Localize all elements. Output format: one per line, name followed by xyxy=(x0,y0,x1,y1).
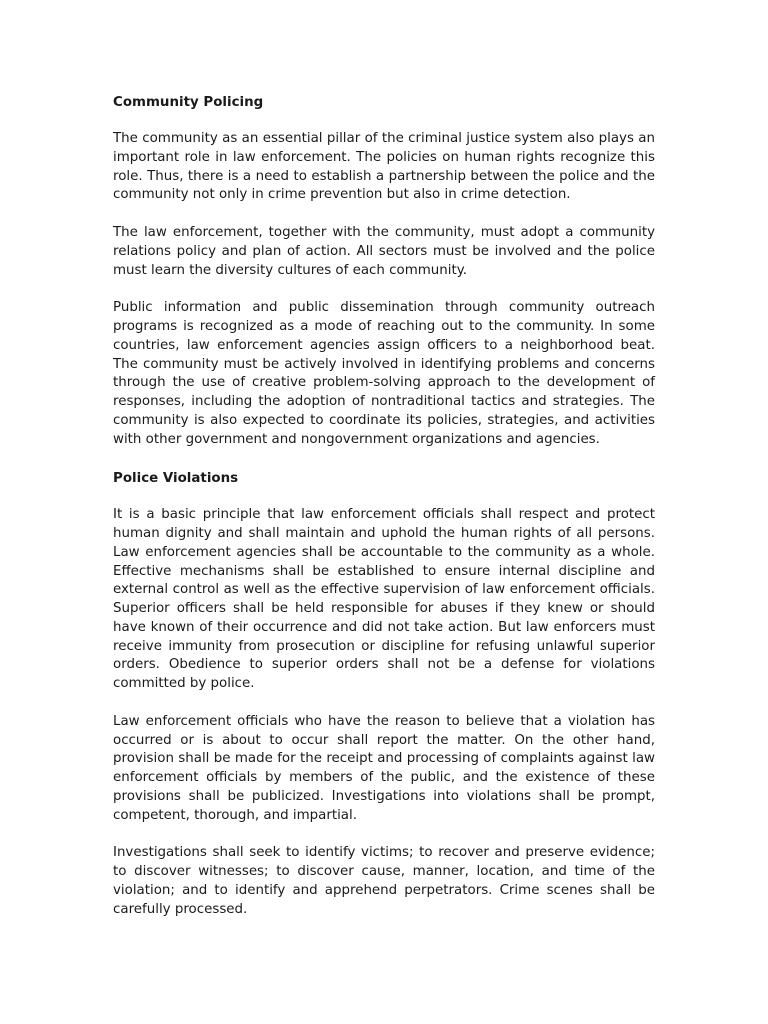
document-page xyxy=(113,92,655,919)
paragraph-violations-1: It is a basic principle that law enforcement officials shall respect and protect human dignity and shall maintain and uphold the human rights of all persons. Law enforcement agencies shall be accountable to the community as a whole. Effective mechanisms shall be established to ensure internal discipline and external control as well as the effective supervision of law enforcement officials. Superior officers shall be held responsible for abuses if they knew or should have known of their occurrence and did not take action. But law enforcers must receive immunity from prosecution or discipline for refusing unlawful superior orders. Obedience to superior orders shall not be a defense for violations committed by police. xyxy=(113,507,655,691)
paragraph-community-2: The law enforcement, together with the community, must adopt a community relations policy and plan of action. All sectors must be involved and the police must learn the diversity cultures of each community. xyxy=(113,225,655,278)
paragraph-violations-2: Law enforcement officials who have the reason to believe that a violation has occurred or is about to occur shall report the matter. On the other hand, provision shall be made for the receipt and processing of complaints against law enforcement officials by members of the public, and the existence of these provisions shall be publicized. Investigations into violations shall be prompt, competent, thorough, and impartial. xyxy=(113,713,655,823)
paragraph-violations-3: Investigations shall seek to identify victims; to recover and preserve evidence; to discover witnesses; to discover cause, manner, location, and time of the violation; and to identify and apprehend perpetrators. Crime scenes shall be carefully processed. xyxy=(113,845,655,917)
section-heading-community-policing: Community Policing xyxy=(113,95,264,110)
section-heading-police-violations: Police Violations xyxy=(113,471,239,487)
paragraph-community-3: Public information and public dissemination through community outreach programs is recognized as a mode of reaching out to the community. In some countries, law enforcement agencies assign officers to a neighborhood beat. The community must be actively involved in identifying problems and concerns through the use of creative problem-solving approach to the development of responses, including the adoption of nontraditional tactics and strategies. The community is also expected to coordinate its policies, strategies, and activities with other government and nongovernment organizations and agencies. xyxy=(113,300,655,447)
paragraph-community-1: The community as an essential pillar of the criminal justice system also plays an important role in law enforcement. The policies on human rights recognize this role. Thus, there is a need to establish a partnership between the police and the community not only in crime prevention but also in crime detection. xyxy=(113,131,655,203)
